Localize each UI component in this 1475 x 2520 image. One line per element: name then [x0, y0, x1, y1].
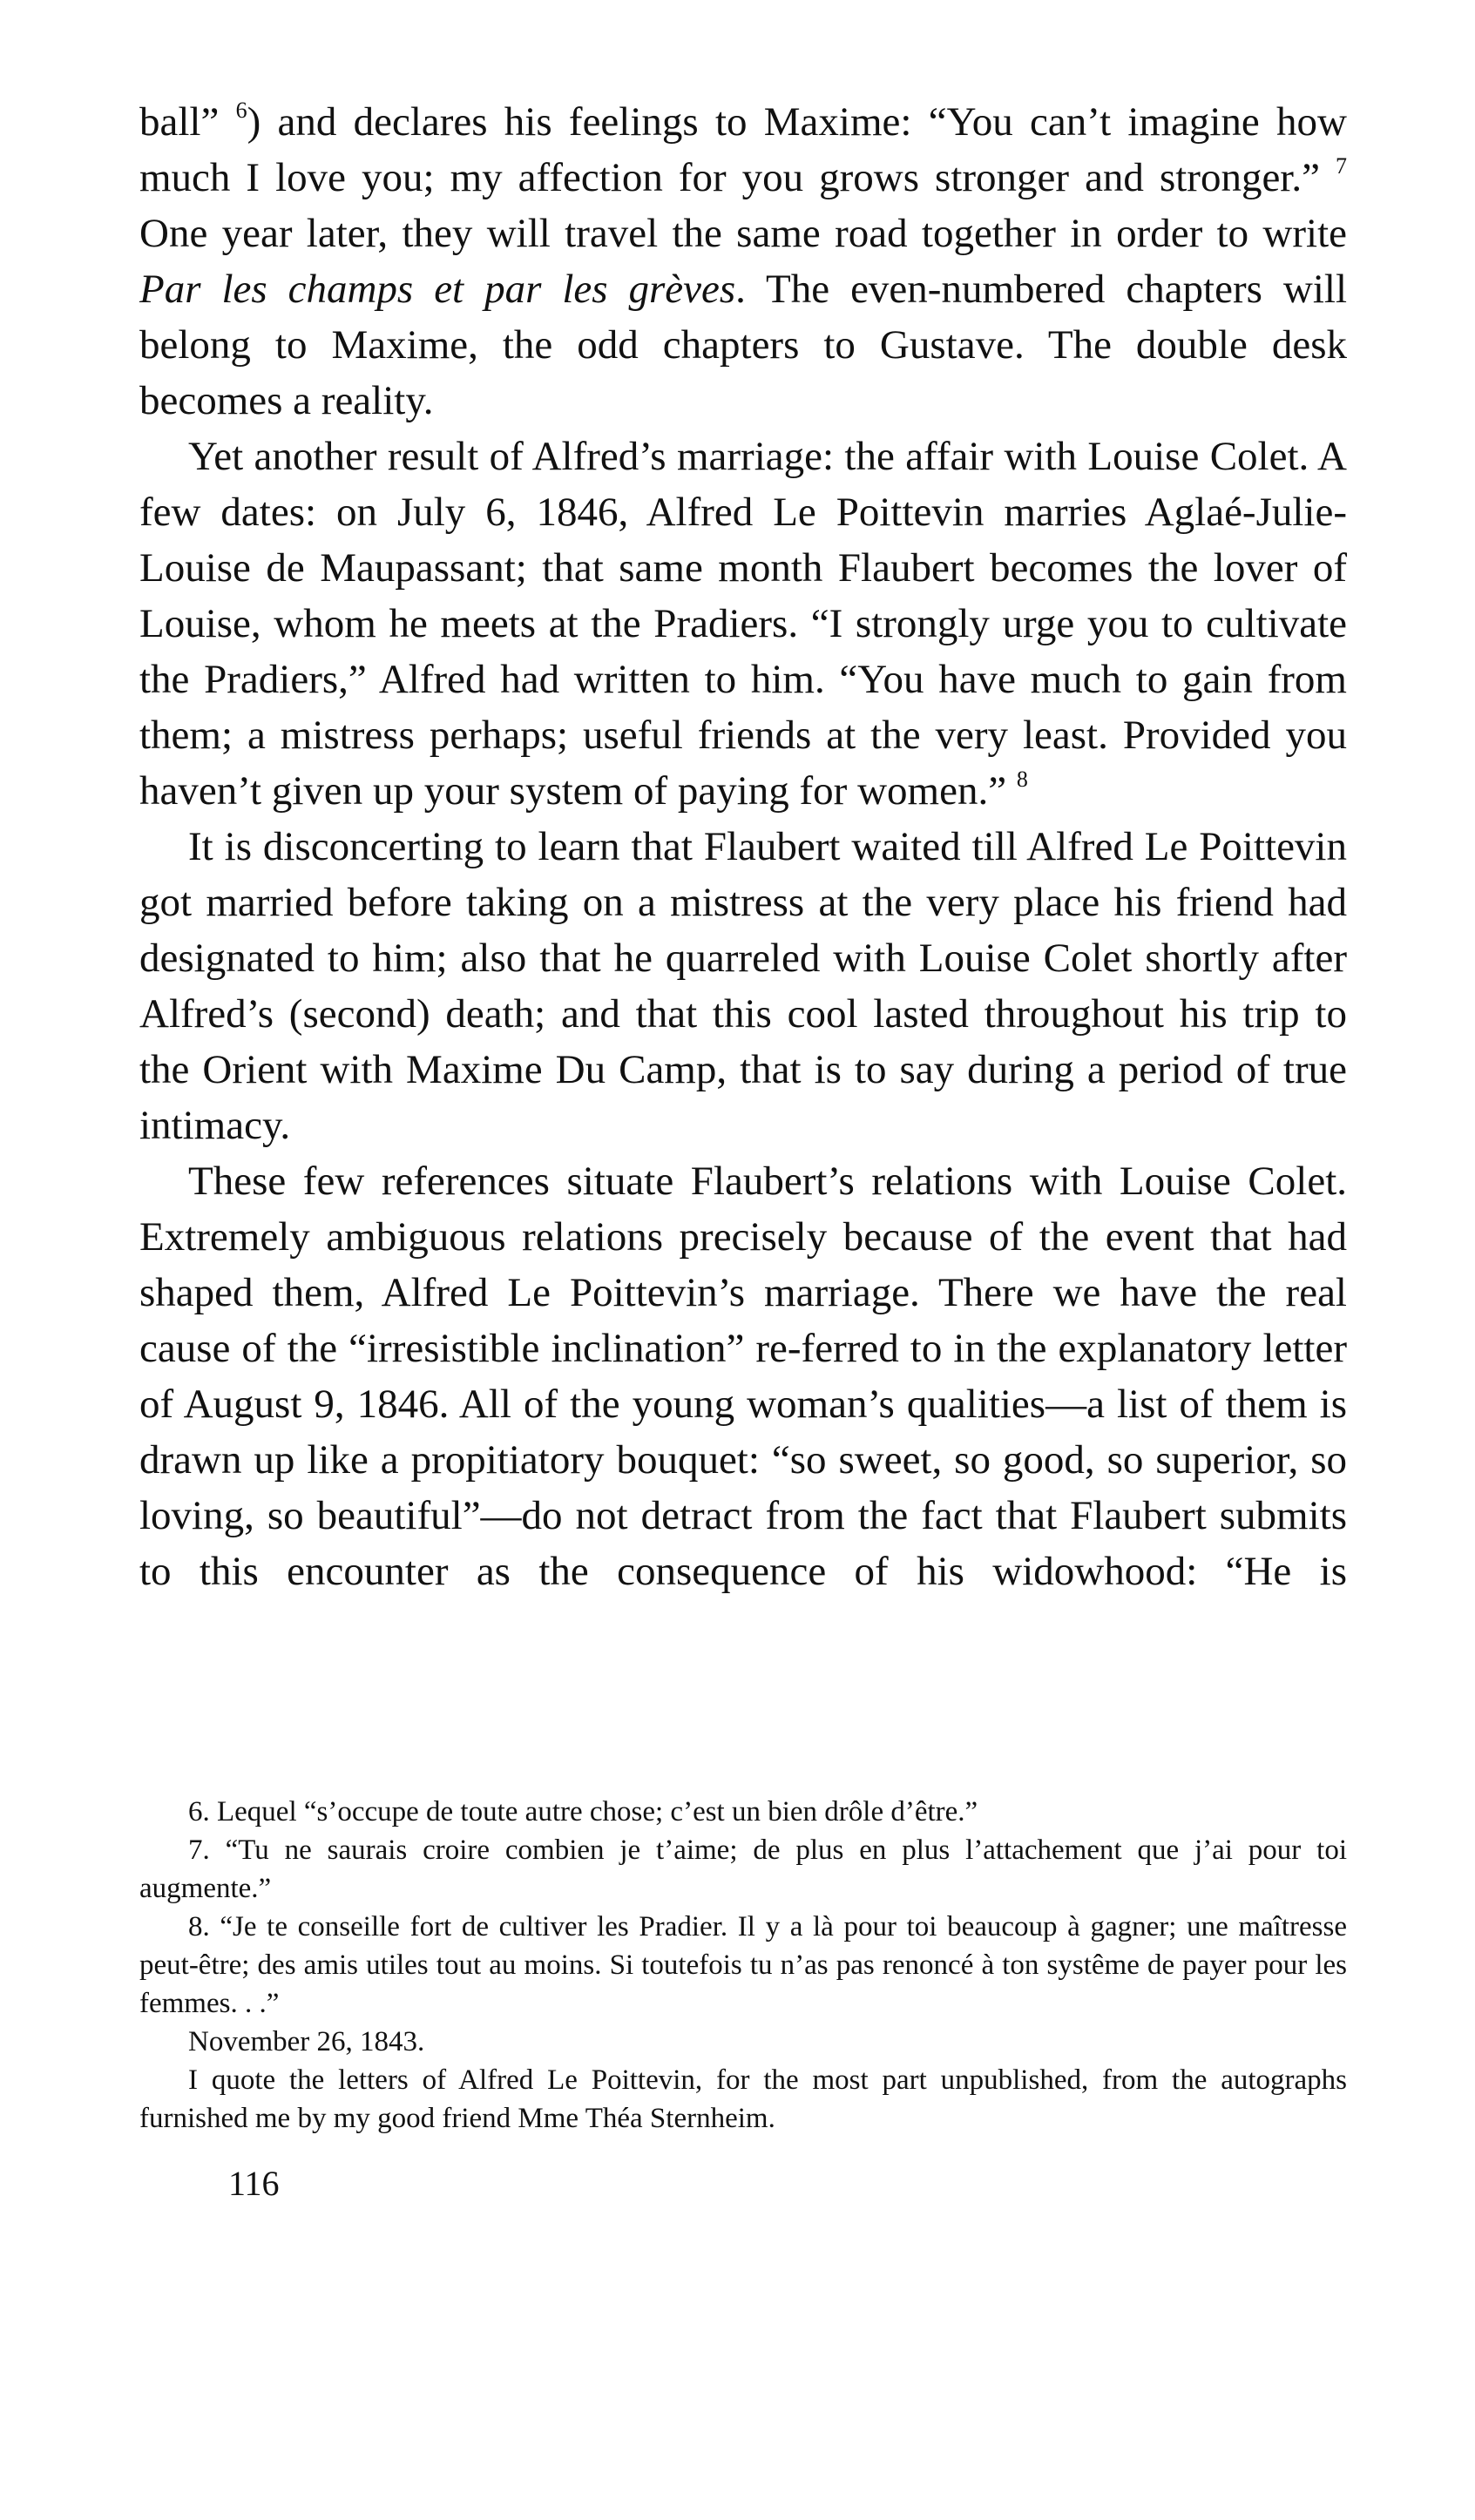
footnote-ref-7[interactable]: 7	[1336, 153, 1347, 179]
text-run: One year later, they will travel the same road together in order to write	[139, 211, 1347, 256]
footnote-7: 7. “Tu ne saurais croire combien je t’aime; de plus en plus l’attachement que j’ai pour toi augmente.”	[139, 1834, 1347, 1904]
text-run: It is disconcerting to learn that Flaubert waited till Alfred Le Poittevin got married before taking on a mistress at the very place his friend had designated to him; also that he quarreled with Louise Colet shortly after Alfred’s (second) death; and that this cool lasted throughout his trip to the Orient with Maxime Du Camp, that is to say during a period of true intimacy.	[139, 824, 1347, 1148]
paragraph-1	[139, 94, 1347, 429]
paragraph-2	[139, 429, 1347, 819]
book-title: Par les champs et par les grèves	[139, 267, 736, 312]
page-body	[139, 94, 1347, 1599]
text-run: Yet another result of Alfred’s marriage: the affair with Louise Colet. A few dates: on July 6, 1846, Alfred Le Poittevin marries Aglaé-Julie-Louise de Maupassant; that same month Flaubert becomes the lover of Louise, whom he meets at the Pradiers. “I strongly urge you to cultivate the Pradiers,” Alfred had written to him. “You have much to gain from them; a mistress perhaps; useful friends at the very least. Provided you haven’t given up your system of paying for women.”	[139, 434, 1347, 814]
body-text	[139, 94, 1347, 1599]
footnote-source-note: I quote the letters of Alfred Le Poittevin, for the most part unpublished, from the autographs furnished me by my good friend Mme Théa Sternheim.	[139, 2064, 1347, 2134]
paragraph-3	[139, 819, 1347, 1153]
footnote-8: 8. “Je te conseille fort de cultiver les Pradier. Il y a là pour toi beaucoup à gagner; une maîtresse peut-être; des amis utiles tout au moins. Si toutefois tu n’as pas renoncé à ton systême de payer pour les femmes. . .”	[139, 1911, 1347, 2019]
footnote-ref-6[interactable]: 6	[235, 98, 247, 123]
text-run: . The even-numbered chapters will belong to Maxime, the odd chapters to Gustave. The double desk becomes a reality.	[139, 267, 1347, 423]
footnote-6: 6. Lequel “s’occupe de toute autre chose; c’est un bien drôle d’être.”	[188, 1796, 978, 1828]
footnote-ref-8[interactable]: 8	[1016, 767, 1028, 792]
paragraph-4	[139, 1153, 1347, 1599]
text-run: ball”	[139, 99, 236, 145]
page-number: 116	[228, 2164, 280, 2203]
footnote-8-date: November 26, 1843.	[188, 2026, 425, 2057]
footnotes	[139, 1793, 1347, 2138]
text-run: These few references situate Flaubert’s relations with Louise Colet. Extremely ambiguous relations precisely because of the event that had shaped them, Alfred Le Poittevin’s marriage. There we have the real cause of the “irresistible inclination” re-ferred to in the explanatory letter of August 9, 1846. All of the young woman’s qualities—a list of them is drawn up like a propitiatory bouquet: “so sweet, so good, so superior, so loving, so beautiful”—do not detract from the fact that Flaubert submits to this encounter as the consequence of his widowhood: “He is	[139, 1159, 1347, 1594]
text-run: ) and declares his feelings to Maxime: “You can’t imagine how much I love you; my affection for you grows stronger and stronger.”	[139, 99, 1347, 200]
